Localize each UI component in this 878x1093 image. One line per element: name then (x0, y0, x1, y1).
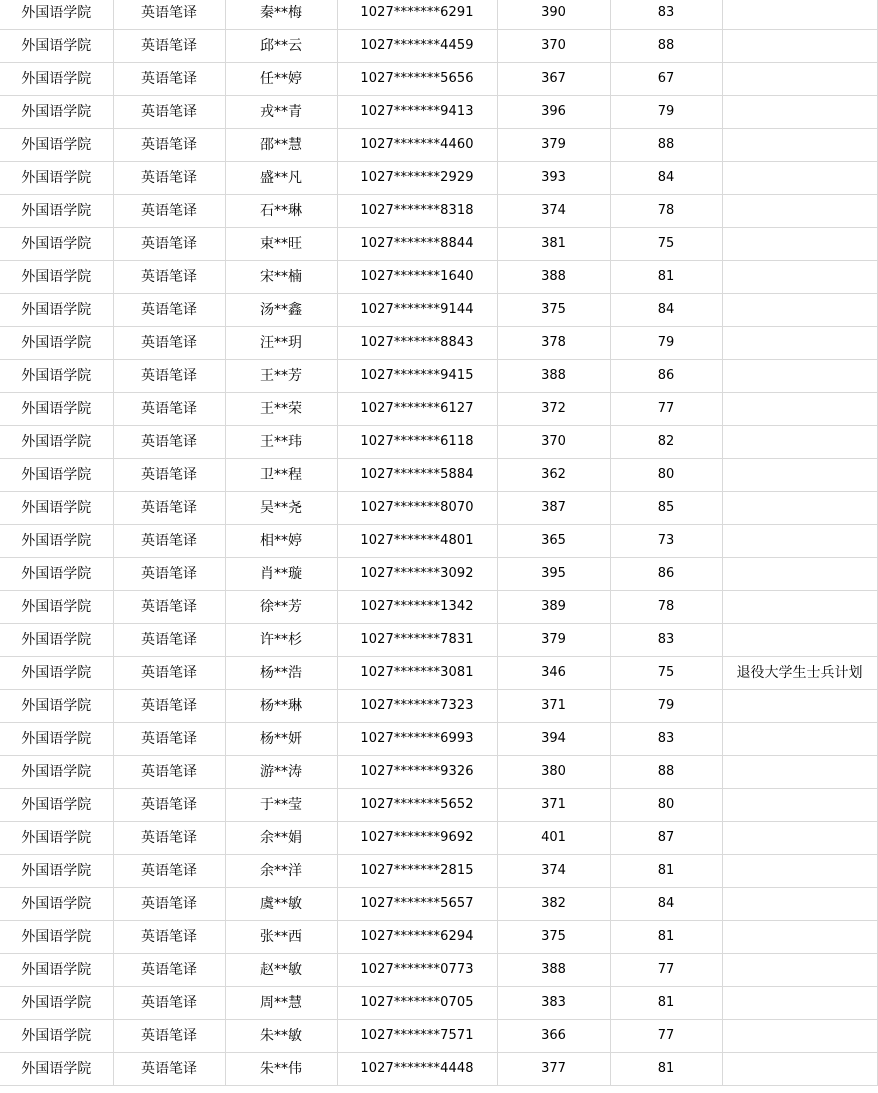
major-cell: 英语笔译 (113, 921, 225, 954)
note-cell (722, 195, 877, 228)
college-cell: 外国语学院 (0, 426, 113, 459)
major-cell: 英语笔译 (113, 690, 225, 723)
table-row (0, 0, 877, 30)
exam-id-cell: 1027*******6118 (337, 426, 497, 459)
interview-score-cell: 78 (610, 195, 722, 228)
initial-score-cell: 401 (497, 822, 610, 855)
note-cell (722, 591, 877, 624)
interview-score-cell: 67 (610, 63, 722, 96)
major-cell: 英语笔译 (113, 96, 225, 129)
name-cell: 王**荣 (225, 393, 337, 426)
table-row (0, 459, 877, 492)
exam-id-cell: 1027*******3081 (337, 657, 497, 690)
initial-score-cell: 379 (497, 624, 610, 657)
college-cell: 外国语学院 (0, 261, 113, 294)
name-cell: 邱**云 (225, 30, 337, 63)
table-row (0, 624, 877, 657)
name-cell: 杨**浩 (225, 657, 337, 690)
table-row (0, 822, 877, 855)
name-cell: 余**娟 (225, 822, 337, 855)
table-row (0, 96, 877, 129)
table-row (0, 492, 877, 525)
name-cell: 赵**敏 (225, 954, 337, 987)
name-cell: 宋**楠 (225, 261, 337, 294)
interview-score-cell: 77 (610, 393, 722, 426)
initial-score-cell: 346 (497, 657, 610, 690)
interview-score-cell: 77 (610, 954, 722, 987)
name-cell: 卫**程 (225, 459, 337, 492)
major-cell: 英语笔译 (113, 492, 225, 525)
major-cell: 英语笔译 (113, 624, 225, 657)
note-cell (722, 690, 877, 723)
interview-score-cell: 83 (610, 0, 722, 30)
name-cell: 杨**琳 (225, 690, 337, 723)
college-cell: 外国语学院 (0, 723, 113, 756)
exam-id-cell: 1027*******9144 (337, 294, 497, 327)
note-cell (722, 30, 877, 63)
name-cell: 吴**尧 (225, 492, 337, 525)
college-cell: 外国语学院 (0, 987, 113, 1020)
note-cell: 退役大学生士兵计划 (722, 657, 877, 690)
table-row (0, 426, 877, 459)
exam-id-cell: 1027*******5652 (337, 789, 497, 822)
table-row (0, 855, 877, 888)
note-cell (722, 921, 877, 954)
exam-id-cell: 1027*******3092 (337, 558, 497, 591)
college-cell: 外国语学院 (0, 393, 113, 426)
exam-id-cell: 1027*******8070 (337, 492, 497, 525)
initial-score-cell: 396 (497, 96, 610, 129)
note-cell (722, 1020, 877, 1053)
table-row (0, 1020, 877, 1053)
college-cell: 外国语学院 (0, 162, 113, 195)
table-row (0, 789, 877, 822)
major-cell: 英语笔译 (113, 1020, 225, 1053)
initial-score-cell: 389 (497, 591, 610, 624)
name-cell: 肖**璇 (225, 558, 337, 591)
major-cell: 英语笔译 (113, 162, 225, 195)
table-row (0, 987, 877, 1020)
major-cell: 英语笔译 (113, 558, 225, 591)
exam-id-cell: 1027*******4460 (337, 129, 497, 162)
major-cell: 英语笔译 (113, 987, 225, 1020)
note-cell (722, 459, 877, 492)
name-cell: 石**琳 (225, 195, 337, 228)
interview-score-cell: 81 (610, 261, 722, 294)
initial-score-cell: 371 (497, 690, 610, 723)
interview-score-cell: 77 (610, 1020, 722, 1053)
name-cell: 王**玮 (225, 426, 337, 459)
note-cell (722, 525, 877, 558)
table-row (0, 327, 877, 360)
table-row (0, 30, 877, 63)
major-cell: 英语笔译 (113, 30, 225, 63)
initial-score-cell: 395 (497, 558, 610, 591)
exam-id-cell: 1027*******5656 (337, 63, 497, 96)
exam-id-cell: 1027*******6291 (337, 0, 497, 30)
major-cell: 英语笔译 (113, 129, 225, 162)
interview-score-cell: 88 (610, 756, 722, 789)
table-row (0, 294, 877, 327)
college-cell: 外国语学院 (0, 954, 113, 987)
initial-score-cell: 374 (497, 855, 610, 888)
note-cell (722, 96, 877, 129)
name-cell: 于**莹 (225, 789, 337, 822)
major-cell: 英语笔译 (113, 327, 225, 360)
exam-id-cell: 1027*******0773 (337, 954, 497, 987)
college-cell: 外国语学院 (0, 855, 113, 888)
note-cell (722, 558, 877, 591)
major-cell: 英语笔译 (113, 261, 225, 294)
table-row (0, 525, 877, 558)
table-row (0, 591, 877, 624)
note-cell (722, 63, 877, 96)
major-cell: 英语笔译 (113, 591, 225, 624)
exam-id-cell: 1027*******9326 (337, 756, 497, 789)
college-cell: 外国语学院 (0, 525, 113, 558)
interview-score-cell: 81 (610, 1053, 722, 1086)
name-cell: 杨**妍 (225, 723, 337, 756)
name-cell: 邵**慧 (225, 129, 337, 162)
exam-id-cell: 1027*******6294 (337, 921, 497, 954)
interview-score-cell: 86 (610, 558, 722, 591)
initial-score-cell: 372 (497, 393, 610, 426)
exam-id-cell: 1027*******7831 (337, 624, 497, 657)
major-cell: 英语笔译 (113, 360, 225, 393)
initial-score-cell: 365 (497, 525, 610, 558)
table-row (0, 657, 877, 690)
initial-score-cell: 379 (497, 129, 610, 162)
exam-id-cell: 1027*******6127 (337, 393, 497, 426)
note-cell (722, 624, 877, 657)
initial-score-cell: 388 (497, 360, 610, 393)
interview-score-cell: 87 (610, 822, 722, 855)
note-cell (722, 360, 877, 393)
table-row (0, 129, 877, 162)
note-cell (722, 0, 877, 30)
major-cell: 英语笔译 (113, 756, 225, 789)
college-cell: 外国语学院 (0, 1053, 113, 1086)
college-cell: 外国语学院 (0, 360, 113, 393)
college-cell: 外国语学院 (0, 459, 113, 492)
note-cell (722, 393, 877, 426)
interview-score-cell: 79 (610, 327, 722, 360)
note-cell (722, 426, 877, 459)
name-cell: 余**洋 (225, 855, 337, 888)
college-cell: 外国语学院 (0, 228, 113, 261)
table-row (0, 195, 877, 228)
initial-score-cell: 370 (497, 426, 610, 459)
exam-id-cell: 1027*******2815 (337, 855, 497, 888)
table-row (0, 393, 877, 426)
major-cell: 英语笔译 (113, 459, 225, 492)
note-cell (722, 822, 877, 855)
initial-score-cell: 375 (497, 294, 610, 327)
note-cell (722, 1053, 877, 1086)
major-cell: 英语笔译 (113, 63, 225, 96)
table-row (0, 954, 877, 987)
note-cell (722, 789, 877, 822)
major-cell: 英语笔译 (113, 888, 225, 921)
note-cell (722, 492, 877, 525)
major-cell: 英语笔译 (113, 393, 225, 426)
interview-score-cell: 78 (610, 591, 722, 624)
interview-score-cell: 84 (610, 294, 722, 327)
major-cell: 英语笔译 (113, 789, 225, 822)
initial-score-cell: 374 (497, 195, 610, 228)
major-cell: 英语笔译 (113, 294, 225, 327)
initial-score-cell: 371 (497, 789, 610, 822)
exam-id-cell: 1027*******8318 (337, 195, 497, 228)
exam-id-cell: 1027*******2929 (337, 162, 497, 195)
note-cell (722, 756, 877, 789)
note-cell (722, 954, 877, 987)
interview-score-cell: 88 (610, 30, 722, 63)
college-cell: 外国语学院 (0, 0, 113, 30)
interview-score-cell: 81 (610, 855, 722, 888)
college-cell: 外国语学院 (0, 492, 113, 525)
note-cell (722, 228, 877, 261)
major-cell: 英语笔译 (113, 822, 225, 855)
table-row (0, 261, 877, 294)
college-cell: 外国语学院 (0, 756, 113, 789)
college-cell: 外国语学院 (0, 1020, 113, 1053)
exam-id-cell: 1027*******9413 (337, 96, 497, 129)
college-cell: 外国语学院 (0, 822, 113, 855)
exam-id-cell: 1027*******4459 (337, 30, 497, 63)
note-cell (722, 987, 877, 1020)
college-cell: 外国语学院 (0, 96, 113, 129)
initial-score-cell: 393 (497, 162, 610, 195)
initial-score-cell: 366 (497, 1020, 610, 1053)
name-cell: 束**旺 (225, 228, 337, 261)
interview-score-cell: 81 (610, 987, 722, 1020)
exam-id-cell: 1027*******8844 (337, 228, 497, 261)
note-cell (722, 294, 877, 327)
name-cell: 徐**芳 (225, 591, 337, 624)
exam-id-cell: 1027*******1640 (337, 261, 497, 294)
exam-id-cell: 1027*******9415 (337, 360, 497, 393)
initial-score-cell: 388 (497, 261, 610, 294)
interview-score-cell: 83 (610, 624, 722, 657)
major-cell: 英语笔译 (113, 723, 225, 756)
initial-score-cell: 383 (497, 987, 610, 1020)
college-cell: 外国语学院 (0, 30, 113, 63)
college-cell: 外国语学院 (0, 63, 113, 96)
table-row (0, 162, 877, 195)
exam-id-cell: 1027*******7323 (337, 690, 497, 723)
table-row (0, 360, 877, 393)
table-row (0, 1053, 877, 1086)
exam-id-cell: 1027*******1342 (337, 591, 497, 624)
interview-score-cell: 80 (610, 459, 722, 492)
interview-score-cell: 83 (610, 723, 722, 756)
name-cell: 游**涛 (225, 756, 337, 789)
interview-score-cell: 75 (610, 657, 722, 690)
interview-score-cell: 79 (610, 690, 722, 723)
major-cell: 英语笔译 (113, 426, 225, 459)
table-row (0, 723, 877, 756)
major-cell: 英语笔译 (113, 1053, 225, 1086)
exam-id-cell: 1027*******4448 (337, 1053, 497, 1086)
exam-id-cell: 1027*******5657 (337, 888, 497, 921)
exam-id-cell: 1027*******8843 (337, 327, 497, 360)
name-cell: 许**杉 (225, 624, 337, 657)
name-cell: 盛**凡 (225, 162, 337, 195)
major-cell: 英语笔译 (113, 228, 225, 261)
name-cell: 周**慧 (225, 987, 337, 1020)
initial-score-cell: 394 (497, 723, 610, 756)
table-row (0, 558, 877, 591)
initial-score-cell: 382 (497, 888, 610, 921)
initial-score-cell: 381 (497, 228, 610, 261)
name-cell: 任**婷 (225, 63, 337, 96)
major-cell: 英语笔译 (113, 195, 225, 228)
name-cell: 汤**鑫 (225, 294, 337, 327)
college-cell: 外国语学院 (0, 591, 113, 624)
exam-id-cell: 1027*******5884 (337, 459, 497, 492)
note-cell (722, 888, 877, 921)
interview-score-cell: 85 (610, 492, 722, 525)
college-cell: 外国语学院 (0, 657, 113, 690)
initial-score-cell: 362 (497, 459, 610, 492)
college-cell: 外国语学院 (0, 327, 113, 360)
interview-score-cell: 81 (610, 921, 722, 954)
initial-score-cell: 377 (497, 1053, 610, 1086)
major-cell: 英语笔译 (113, 954, 225, 987)
interview-score-cell: 86 (610, 360, 722, 393)
interview-score-cell: 75 (610, 228, 722, 261)
major-cell: 英语笔译 (113, 0, 225, 30)
table-row (0, 888, 877, 921)
name-cell: 汪**玥 (225, 327, 337, 360)
note-cell (722, 162, 877, 195)
major-cell: 英语笔译 (113, 525, 225, 558)
initial-score-cell: 380 (497, 756, 610, 789)
major-cell: 英语笔译 (113, 855, 225, 888)
name-cell: 戎**青 (225, 96, 337, 129)
initial-score-cell: 375 (497, 921, 610, 954)
table-row (0, 63, 877, 96)
note-cell (722, 723, 877, 756)
college-cell: 外国语学院 (0, 129, 113, 162)
college-cell: 外国语学院 (0, 195, 113, 228)
interview-score-cell: 79 (610, 96, 722, 129)
initial-score-cell: 378 (497, 327, 610, 360)
note-cell (722, 261, 877, 294)
college-cell: 外国语学院 (0, 921, 113, 954)
initial-score-cell: 390 (497, 0, 610, 30)
name-cell: 张**西 (225, 921, 337, 954)
initial-score-cell: 367 (497, 63, 610, 96)
exam-id-cell: 1027*******7571 (337, 1020, 497, 1053)
exam-id-cell: 1027*******6993 (337, 723, 497, 756)
name-cell: 秦**梅 (225, 0, 337, 30)
exam-id-cell: 1027*******0705 (337, 987, 497, 1020)
interview-score-cell: 80 (610, 789, 722, 822)
exam-id-cell: 1027*******4801 (337, 525, 497, 558)
major-cell: 英语笔译 (113, 657, 225, 690)
college-cell: 外国语学院 (0, 294, 113, 327)
interview-score-cell: 82 (610, 426, 722, 459)
college-cell: 外国语学院 (0, 624, 113, 657)
table-row (0, 921, 877, 954)
college-cell: 外国语学院 (0, 558, 113, 591)
table-row (0, 690, 877, 723)
college-cell: 外国语学院 (0, 789, 113, 822)
table-row (0, 228, 877, 261)
initial-score-cell: 388 (497, 954, 610, 987)
name-cell: 王**芳 (225, 360, 337, 393)
college-cell: 外国语学院 (0, 690, 113, 723)
interview-score-cell: 84 (610, 888, 722, 921)
name-cell: 相**婷 (225, 525, 337, 558)
exam-id-cell: 1027*******9692 (337, 822, 497, 855)
note-cell (722, 855, 877, 888)
note-cell (722, 129, 877, 162)
interview-score-cell: 88 (610, 129, 722, 162)
initial-score-cell: 387 (497, 492, 610, 525)
interview-score-cell: 73 (610, 525, 722, 558)
initial-score-cell: 370 (497, 30, 610, 63)
note-cell (722, 327, 877, 360)
name-cell: 朱**敏 (225, 1020, 337, 1053)
name-cell: 虞**敏 (225, 888, 337, 921)
college-cell: 外国语学院 (0, 888, 113, 921)
table-row (0, 756, 877, 789)
interview-score-cell: 84 (610, 162, 722, 195)
name-cell: 朱**伟 (225, 1053, 337, 1086)
